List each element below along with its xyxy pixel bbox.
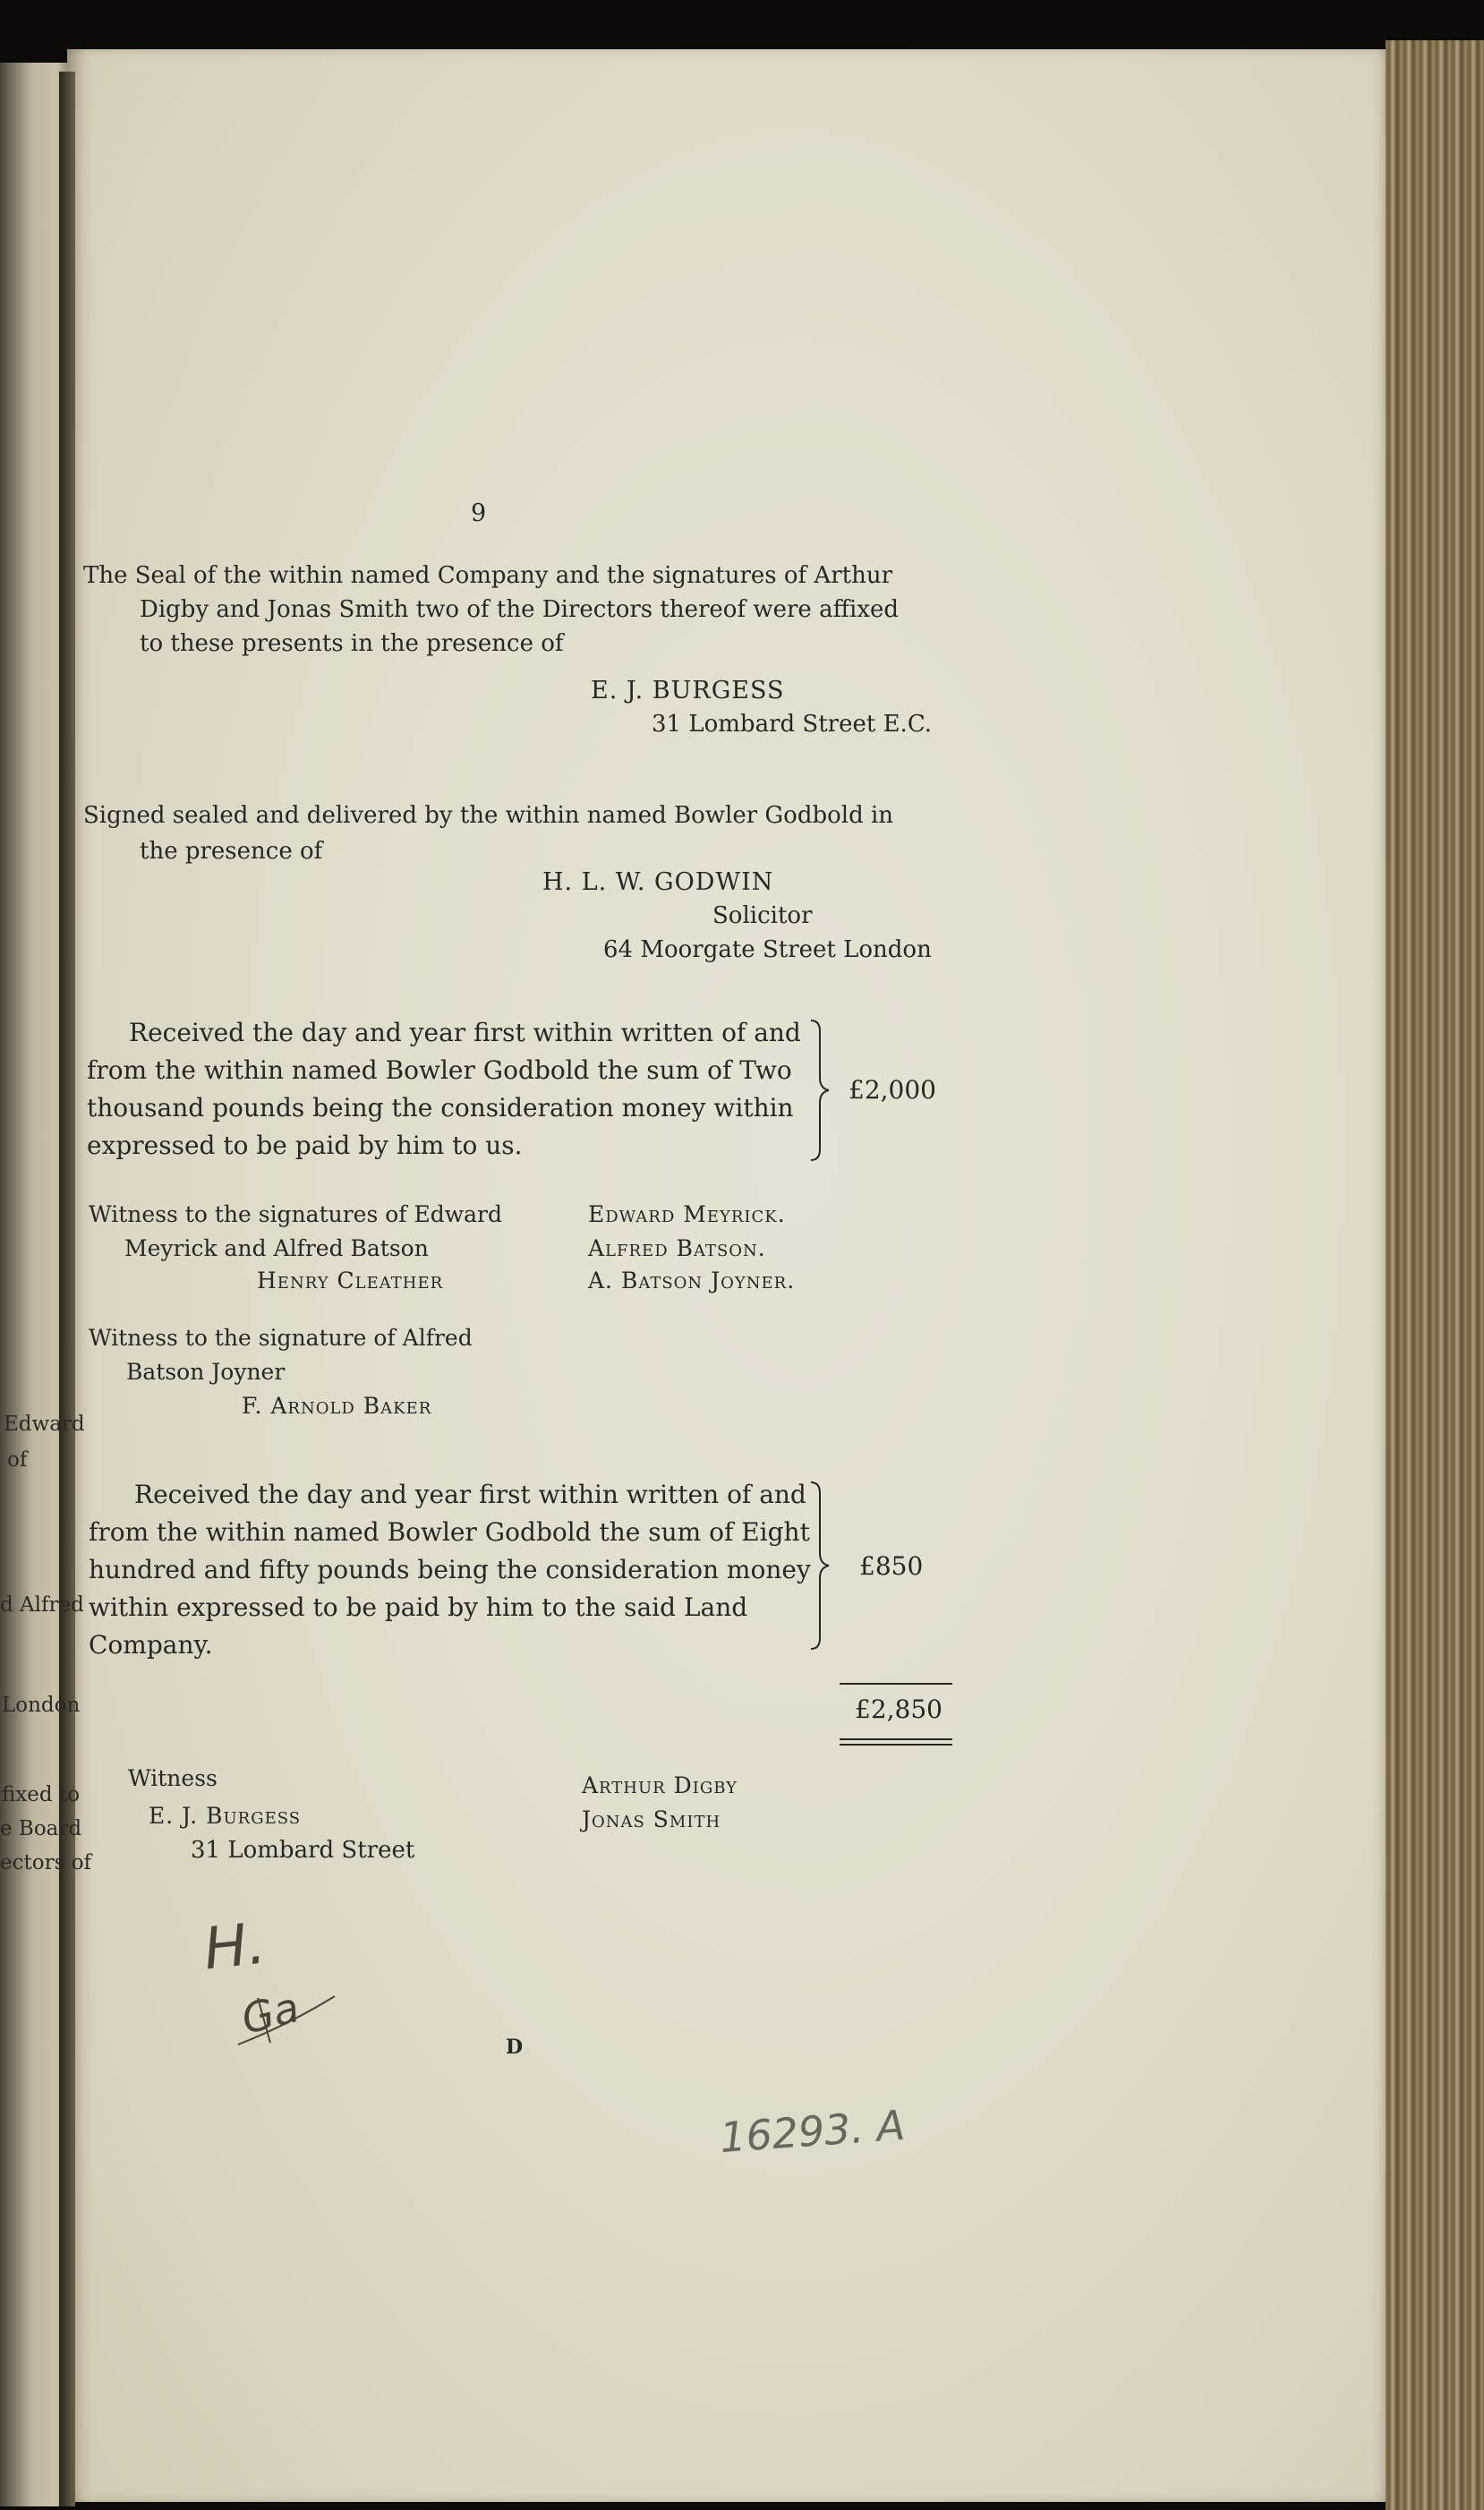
witness-1-line-1: Witness to the signatures of Edward: [89, 1201, 502, 1227]
signed-witness-name: H. L. W. GODWIN: [542, 868, 774, 896]
total-top-rule: [840, 1683, 952, 1685]
book-gutter: [59, 72, 75, 2506]
total-double-rule-2: [840, 1744, 952, 1746]
final-signatory-2: Jonas Smith: [582, 1806, 721, 1832]
witness-2-witness: F. Arnold Baker: [242, 1393, 432, 1419]
left-fragment: fixed to: [2, 1783, 81, 1806]
final-signatory-1: Arthur Digby: [582, 1772, 738, 1798]
receipt-1-amount: £2,000: [849, 1075, 936, 1105]
seal-witness-name: E. J. BURGESS: [591, 677, 785, 704]
left-fragment: d Alfred: [0, 1593, 84, 1617]
seal-line-1: The Seal of the within named Company and the signatures of Arthur: [83, 562, 893, 589]
receipt-1-line: Received the day and year first within written of and: [129, 1018, 801, 1047]
receipt-1-line: from the within named Bowler Godbold the sum of Two: [87, 1055, 792, 1085]
signed-line-1: Signed sealed and delivered by the within named Bowler Godbold in: [83, 802, 894, 829]
witness-2-line-2: Batson Joyner: [126, 1359, 286, 1385]
witness-1-witness: Henry Cleather: [257, 1268, 444, 1293]
page-number: 9: [471, 499, 487, 527]
handwritten-underline: [235, 1980, 342, 2052]
receipt-2-brace: [807, 1481, 834, 1651]
signed-line-2: the presence of: [140, 838, 323, 865]
signatory-3: A. Batson Joyner.: [588, 1268, 796, 1293]
receipt-2-line: from the within named Bowler Godbold the sum of Eight: [89, 1517, 810, 1547]
receipt-1-line: expressed to be paid by him to us.: [87, 1131, 523, 1160]
handwritten-reference: 16293. A: [718, 2100, 907, 2163]
signed-witness-title: Solicitor: [712, 902, 813, 929]
signatory-1: Edward Meyrick.: [588, 1201, 786, 1227]
witness-2-line-1: Witness to the signature of Alfred: [89, 1325, 473, 1351]
handwritten-initials: H.: [200, 1910, 269, 1984]
receipt-2-amount: £850: [859, 1551, 924, 1581]
receipt-2-line: within expressed to be paid by him to the said Land: [89, 1592, 748, 1622]
receipt-2-line: Company.: [89, 1630, 213, 1660]
final-witness-label: Witness: [128, 1765, 217, 1791]
left-fragment: of: [7, 1448, 28, 1472]
signature-letter: D: [506, 2036, 524, 2059]
receipt-1-brace: [807, 1019, 834, 1162]
left-fragment: Edward: [4, 1413, 85, 1436]
handwritten-initials-sub: Ga: [236, 1983, 304, 2044]
left-fragment: London: [2, 1694, 81, 1717]
final-witness-address: 31 Lombard Street: [191, 1837, 415, 1864]
signatory-2: Alfred Batson.: [588, 1235, 766, 1261]
total-amount: £2,850: [855, 1695, 942, 1724]
receipt-2-line: Received the day and year first within written of and: [134, 1480, 806, 1509]
seal-line-2: Digby and Jonas Smith two of the Directors thereof were affixed: [140, 596, 900, 623]
left-fragment: e Board: [0, 1817, 82, 1840]
signed-witness-address: 64 Moorgate Street London: [603, 936, 932, 963]
seal-witness-address: 31 Lombard Street E.C.: [652, 711, 933, 738]
final-witness-name: E. J. Burgess: [149, 1803, 302, 1829]
witness-1-line-2: Meyrick and Alfred Batson: [124, 1235, 429, 1261]
left-fragment: ectors of: [0, 1851, 92, 1874]
page-edges: [1386, 40, 1484, 2510]
seal-line-3: to these presents in the presence of: [140, 630, 564, 657]
total-double-rule-1: [840, 1738, 952, 1740]
receipt-2-line: hundred and fifty pounds being the consideration money: [89, 1555, 811, 1584]
receipt-1-line: thousand pounds being the consideration money within: [87, 1093, 794, 1123]
